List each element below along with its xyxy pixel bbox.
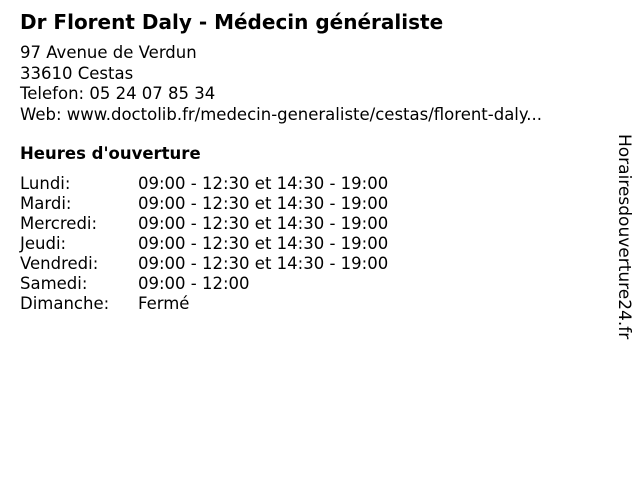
street-address: 97 Avenue de Verdun <box>20 43 197 62</box>
day-label: Mercredi: <box>20 214 98 233</box>
day-hours: 09:00 - 12:00 <box>138 274 250 293</box>
website-link[interactable] <box>20 105 542 126</box>
hours-row-dimanche <box>20 294 388 314</box>
day-hours: 09:00 - 12:30 et 14:30 - 19:00 <box>138 214 389 233</box>
hours-row-vendredi <box>20 254 388 274</box>
city-postcode: 33610 Cestas <box>20 63 134 83</box>
day-label: Jeudi: <box>20 234 67 253</box>
day-hours: Fermé <box>138 294 190 313</box>
hours-row-lundi <box>20 174 388 194</box>
day-hours: 09:00 - 12:30 et 14:30 - 19:00 <box>138 194 389 213</box>
hours-row-mardi <box>20 194 388 214</box>
address-block <box>20 43 542 125</box>
day-label: Lundi: <box>20 174 71 193</box>
day-label: Mardi: <box>20 194 72 213</box>
hours-table <box>20 174 388 314</box>
website-link-text[interactable]: Web: www.doctolib.fr/medecin-generaliste/cestas/florent-daly... <box>20 104 543 124</box>
day-hours: 09:00 - 12:30 et 14:30 - 19:00 <box>138 234 389 253</box>
phone-number: Telefon: 05 24 07 85 34 <box>20 84 216 103</box>
page-title: Dr Florent Daly - Médecin généraliste <box>20 10 444 34</box>
day-label: Samedi: <box>20 274 88 293</box>
day-label: Dimanche: <box>20 294 110 313</box>
hours-row-mercredi <box>20 214 388 234</box>
hours-row-samedi <box>20 274 388 294</box>
day-label: Vendredi: <box>20 254 99 273</box>
day-hours: 09:00 - 12:30 et 14:30 - 19:00 <box>138 254 389 273</box>
hours-row-jeudi <box>20 234 388 254</box>
hours-heading: Heures d'ouverture <box>20 144 201 163</box>
site-watermark: Horairesdouverture24.fr <box>614 134 634 340</box>
day-hours: 09:00 - 12:30 et 14:30 - 19:00 <box>138 174 389 193</box>
